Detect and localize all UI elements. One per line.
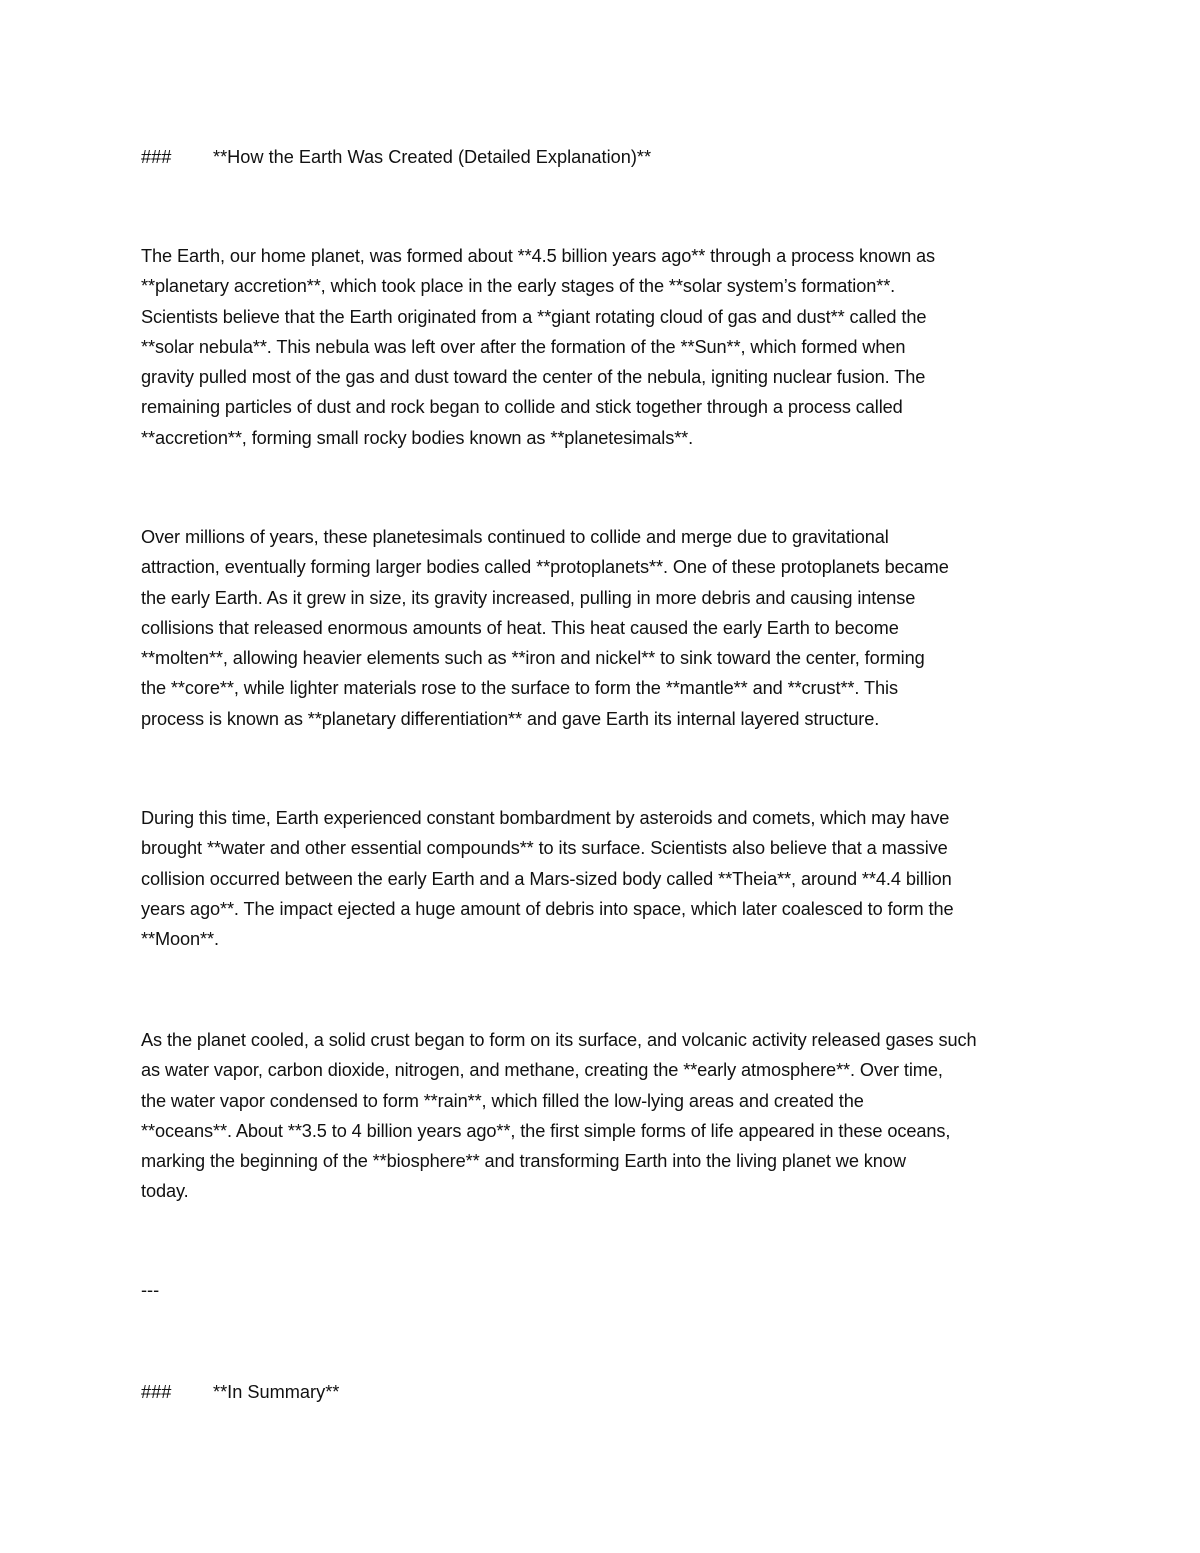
paragraph-line: **planetary accretion**, which took place in the early stages of the **solar system’s formation**.: [141, 276, 896, 297]
paragraph-4: [141, 1025, 1061, 1207]
paragraph-2: [141, 522, 1061, 734]
summary-heading-text: **In Summary**: [213, 1382, 340, 1402]
paragraph-line: remaining particles of dust and rock began to collide and stick together through a process called: [141, 397, 903, 418]
paragraph-line: Scientists believe that the Earth originated from a **giant rotating cloud of gas and dust** called the: [141, 306, 927, 327]
title-hash-marks: ###: [141, 147, 172, 167]
paragraph-1: [141, 241, 1061, 453]
paragraph-line: marking the beginning of the **biosphere** and transforming Earth into the living planet we know: [141, 1151, 906, 1172]
paragraph-line: attraction, eventually forming larger bodies called **protoplanets**. One of these protoplanets became: [141, 557, 949, 578]
paragraph-line: the **core**, while lighter materials rose to the surface to form the **mantle** and **crust**. This: [141, 678, 898, 699]
paragraph-line: collision occurred between the early Earth and a Mars-sized body called **Theia**, around **4.4 billion: [141, 868, 952, 889]
paragraph-line: **solar nebula**. This nebula was left over after the formation of the **Sun**, which formed when: [141, 336, 906, 357]
paragraph-line: years ago**. The impact ejected a huge amount of debris into space, which later coalesced to form the: [141, 898, 954, 919]
paragraph-line: As the planet cooled, a solid crust began to form on its surface, and volcanic activity released gases such: [141, 1030, 977, 1050]
paragraph-line: today.: [141, 1181, 189, 1202]
paragraph-line: the water vapor condensed to form **rain**, which filled the low-lying areas and created the: [141, 1090, 864, 1111]
paragraph-3: [141, 803, 1061, 954]
page-title: [141, 142, 651, 172]
title-text: **How the Earth Was Created (Detailed Explanation)**: [213, 147, 652, 167]
paragraph-line: During this time, Earth experienced constant bombardment by asteroids and comets, which may have: [141, 808, 950, 828]
summary-heading: [141, 1377, 339, 1407]
paragraph-line: process is known as **planetary differentiation** and gave Earth its internal layered structure.: [141, 708, 880, 729]
paragraph-line: **accretion**, forming small rocky bodies known as **planetesimals**.: [141, 427, 694, 448]
paragraph-line: gravity pulled most of the gas and dust toward the center of the nebula, igniting nuclear fusion. The: [141, 367, 926, 388]
paragraph-line: **molten**, allowing heavier elements such as **iron and nickel** to sink toward the center, forming: [141, 648, 925, 669]
paragraph-line: **oceans**. About **3.5 to 4 billion years ago**, the first simple forms of life appeared in these oceans,: [141, 1120, 951, 1141]
summary-hash-marks: ###: [141, 1382, 172, 1402]
paragraph-line: the early Earth. As it grew in size, its gravity increased, pulling in more debris and causing intense: [141, 587, 916, 608]
paragraph-line: **Moon**.: [141, 929, 219, 950]
paragraph-line: The Earth, our home planet, was formed about **4.5 billion years ago** through a process known as: [141, 246, 936, 266]
paragraph-line: collisions that released enormous amounts of heat. This heat caused the early Earth to become: [141, 617, 899, 638]
paragraph-line: Over millions of years, these planetesimals continued to collide and merge due to gravitational: [141, 527, 889, 547]
paragraph-line: as water vapor, carbon dioxide, nitrogen, and methane, creating the **early atmosphere**. Over time,: [141, 1060, 943, 1081]
paragraph-line: brought **water and other essential compounds** to its surface. Scientists also believe that a massive: [141, 838, 948, 859]
section-separator: ---: [141, 1280, 160, 1300]
